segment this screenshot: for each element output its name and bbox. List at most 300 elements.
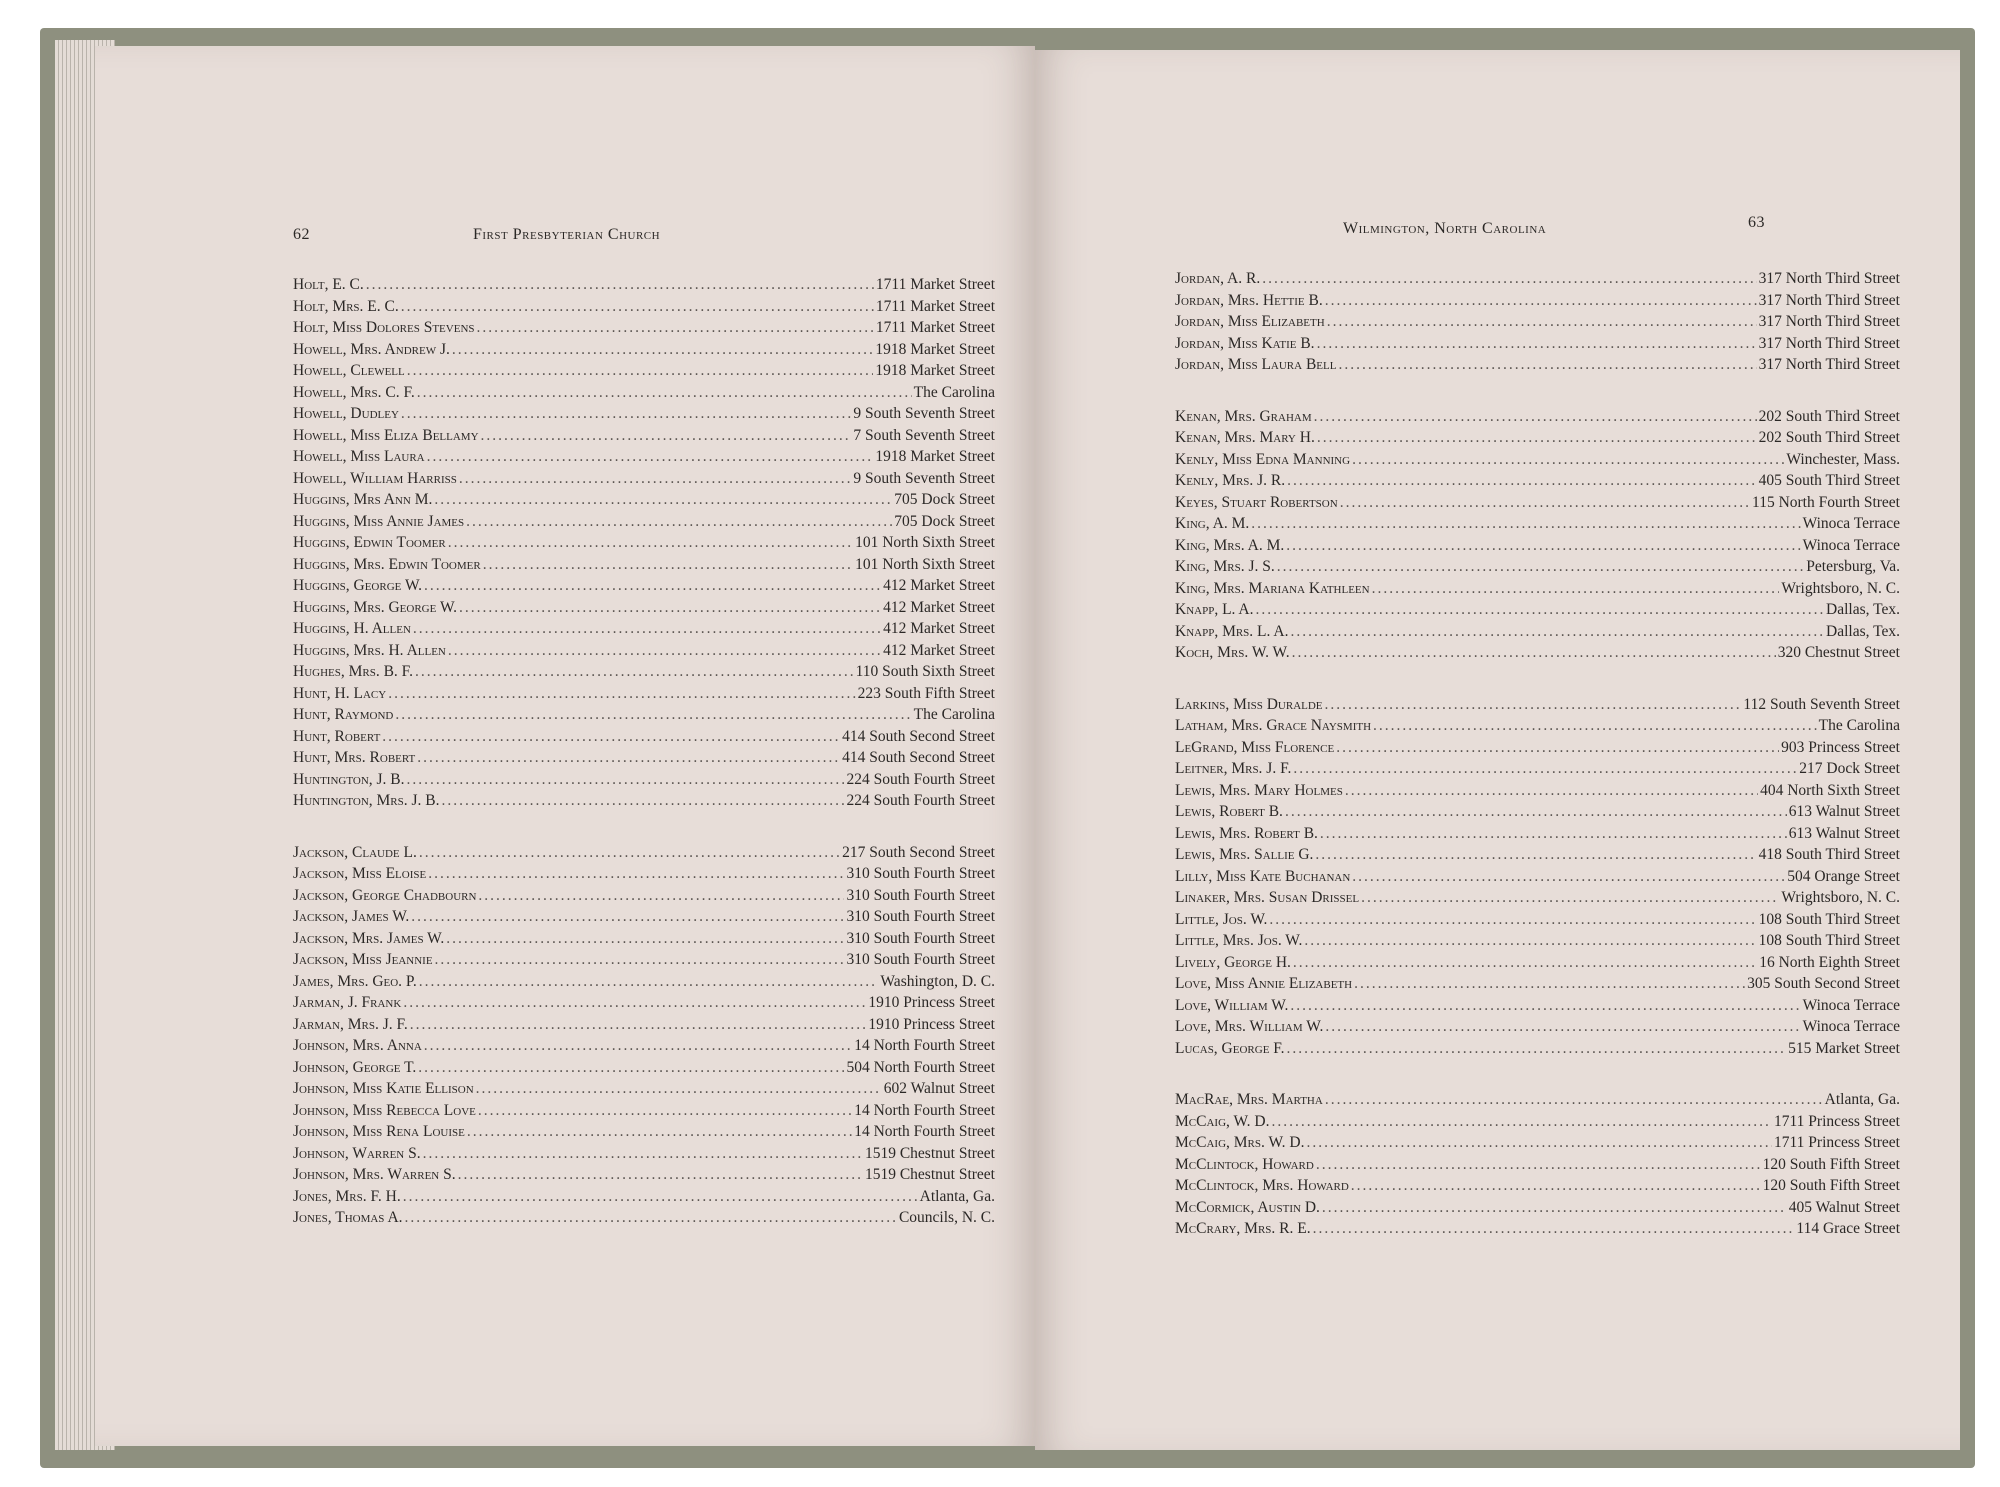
member-name: Howell, Dudley	[293, 405, 399, 422]
member-address: 310 South Fourth Street	[846, 886, 995, 904]
dot-leader	[1322, 1197, 1787, 1219]
member-address: 613 Walnut Street	[1788, 824, 1900, 842]
member-address: 223 South Fifth Street	[857, 684, 995, 702]
directory-entry	[293, 597, 995, 619]
directory-entry	[293, 726, 995, 748]
directory-entry	[1175, 995, 1900, 1017]
directory-entry	[293, 906, 995, 928]
dot-leader	[478, 1100, 852, 1122]
directory-entry	[293, 1035, 995, 1057]
group-gap	[1175, 664, 1900, 694]
directory-entry	[293, 382, 995, 404]
member-name: Knapp, Mrs. L. A.	[1175, 622, 1289, 640]
directory-entry	[1175, 642, 1900, 664]
member-address: 705 Dock Street	[894, 512, 995, 530]
directory-entry	[293, 511, 995, 533]
directory-entry	[293, 992, 995, 1014]
member-address: 317 North Third Street	[1758, 313, 1900, 330]
member-address: Dallas, Tex.	[1826, 601, 1900, 618]
member-address: 1918 Market Street	[875, 340, 995, 358]
directory-entry	[293, 704, 995, 726]
directory-entry	[1175, 492, 1900, 514]
dot-leader	[459, 468, 851, 490]
dot-leader	[1317, 333, 1757, 355]
member-name: Huggins, Edwin Toomer	[293, 534, 446, 551]
dot-leader	[1293, 758, 1797, 780]
member-name: Huggins, Mrs. George W.	[293, 598, 458, 616]
member-name: King, Mrs. J. S.	[1175, 558, 1275, 575]
member-name: Jackson, Miss Jeannie	[293, 951, 433, 968]
directory-entry	[293, 640, 995, 662]
directory-entry	[293, 1164, 995, 1186]
dot-leader	[1320, 823, 1787, 845]
member-address: 1519 Chestnut Street	[864, 1144, 995, 1162]
directory-entry	[293, 532, 995, 554]
directory-entry	[293, 1078, 995, 1100]
member-address: 108 South Third Street	[1758, 932, 1900, 949]
member-name: Kenly, Mrs. J. R.	[1175, 472, 1286, 489]
member-name: Hunt, Raymond	[293, 706, 394, 723]
dot-leader	[423, 1143, 863, 1165]
member-address: 705 Dock Street	[894, 491, 995, 508]
member-address: Atlanta, Ga.	[1824, 1091, 1900, 1108]
member-address: 7 South Seventh Street	[853, 426, 995, 444]
member-name: Kenly, Miss Edna Manning	[1175, 450, 1351, 468]
directory-entry	[1175, 535, 1900, 557]
directory-entry	[1175, 621, 1900, 643]
dot-leader	[1285, 801, 1787, 823]
member-name: Jarman, Mrs. J. F.	[293, 1015, 408, 1033]
dot-leader	[1269, 909, 1756, 931]
member-name: Holt, Mrs. E. C.	[293, 297, 399, 315]
member-name: Koch, Mrs. W. W.	[1175, 644, 1290, 661]
member-address: Winoca Terrace	[1802, 1018, 1900, 1035]
directory-entry	[293, 1014, 995, 1036]
member-name: Larkins, Miss Duralde	[1175, 695, 1323, 713]
directory-entry	[293, 403, 995, 425]
member-name: Johnson, Mrs. Anna	[293, 1037, 422, 1054]
directory-entry	[293, 1121, 995, 1143]
member-name: Howell, William Harriss	[293, 469, 457, 487]
member-address: 414 South Second Street	[842, 727, 995, 745]
member-address: Councils, N. C.	[898, 1209, 995, 1226]
directory-entry	[1175, 1016, 1900, 1038]
directory-entry	[1175, 556, 1900, 578]
member-address: 16 North Eighth Street	[1759, 953, 1900, 971]
directory-entry	[293, 575, 995, 597]
directory-entry	[1175, 1218, 1900, 1240]
member-name: Little, Jos. W.	[1175, 910, 1268, 928]
dot-leader	[477, 317, 874, 339]
member-address: 1711 Princess Street	[1774, 1134, 1900, 1151]
dot-leader	[1345, 780, 1758, 802]
dot-leader	[410, 1014, 867, 1036]
dot-leader	[407, 769, 845, 791]
dot-leader	[1277, 556, 1805, 578]
member-name: Love, Mrs. William W.	[1175, 1018, 1324, 1035]
directory-entry	[293, 1186, 995, 1208]
member-address: 317 North Third Street	[1758, 270, 1900, 287]
member-address: 1711 Market Street	[875, 276, 995, 293]
dot-leader	[1340, 492, 1750, 514]
member-address: 1711 Princess Street	[1774, 1112, 1900, 1130]
directory-entry	[1175, 1175, 1900, 1197]
dot-leader	[407, 360, 874, 382]
dot-leader	[1313, 1218, 1795, 1240]
member-name: Huggins, Miss Annie James	[293, 512, 465, 530]
dot-leader	[1325, 694, 1742, 716]
directory-entry	[1175, 354, 1900, 376]
member-name: King, A. M.	[1175, 515, 1250, 532]
member-name: Hughes, Mrs. B. F.	[293, 663, 413, 680]
member-name: Hunt, H. Lacy	[293, 684, 387, 702]
member-name: Jackson, George Chadbourn	[293, 886, 477, 904]
member-address: 14 North Fourth Street	[854, 1101, 995, 1119]
directory-entry	[1175, 887, 1900, 909]
member-name: Jackson, Miss Eloise	[293, 865, 427, 882]
dot-leader	[418, 1057, 844, 1079]
dot-leader	[424, 1035, 852, 1057]
directory-entry	[293, 317, 995, 339]
member-name: LeGrand, Miss Florence	[1175, 738, 1335, 756]
member-address: 110 South Sixth Street	[855, 663, 995, 680]
member-address: 120 South Fifth Street	[1762, 1177, 1900, 1194]
running-head-left: First Presbyterian Church	[473, 226, 661, 243]
member-name: Love, William W.	[1175, 996, 1289, 1014]
directory-entry	[1175, 1038, 1900, 1060]
directory-entry	[1175, 715, 1900, 737]
directory-entry	[1175, 801, 1900, 823]
dot-leader	[1317, 427, 1757, 449]
member-name: McClintock, Howard	[1175, 1155, 1314, 1173]
member-name: Johnson, Warren S.	[293, 1144, 421, 1162]
member-address: 9 South Seventh Street	[853, 469, 995, 487]
directory-entry	[1175, 909, 1900, 931]
dot-leader	[459, 597, 881, 619]
dot-leader	[466, 511, 892, 533]
member-name: Huggins, George W.	[293, 577, 423, 594]
member-address: The Carolina	[913, 706, 995, 723]
directory-entry	[1175, 866, 1900, 888]
member-address: 1910 Princess Street	[868, 994, 995, 1011]
dot-leader	[458, 1164, 863, 1186]
member-address: Wrightsboro, N. C.	[1781, 889, 1900, 906]
directory-entry	[293, 790, 995, 812]
dot-leader	[1304, 930, 1756, 952]
member-name: Huntington, Mrs. J. B.	[293, 792, 440, 809]
page-number-left: 62	[293, 226, 310, 243]
directory-entry	[1175, 406, 1900, 428]
directory-entry	[293, 296, 995, 318]
member-address: 602 Walnut Street	[883, 1080, 995, 1097]
member-name: Jordan, Miss Katie B.	[1175, 334, 1315, 352]
directory-entry	[1175, 844, 1900, 866]
dot-leader	[415, 661, 854, 683]
directory-entry	[1175, 268, 1900, 290]
dot-leader	[419, 842, 840, 864]
directory-entry	[293, 1207, 995, 1229]
member-name: Jackson, Mrs. James W.	[293, 929, 445, 947]
member-name: King, Mrs. A. M.	[1175, 536, 1285, 554]
member-address: Dallas, Tex.	[1826, 622, 1900, 640]
dot-leader	[1316, 1154, 1761, 1176]
dot-leader	[1251, 513, 1800, 535]
dot-leader	[405, 1207, 897, 1229]
member-name: Jordan, Mrs. Hettie B.	[1175, 291, 1323, 309]
member-address: 317 North Third Street	[1758, 334, 1900, 352]
dot-leader	[452, 339, 873, 361]
member-name: McCrary, Mrs. R. E.	[1175, 1220, 1311, 1237]
member-name: Jones, Thomas A.	[293, 1209, 403, 1226]
group-gap	[1175, 376, 1900, 406]
directory-entry	[293, 661, 995, 683]
dot-leader	[1291, 621, 1825, 643]
dot-leader	[1307, 1132, 1773, 1154]
dot-leader	[1262, 268, 1756, 290]
member-name: Lewis, Robert B.	[1175, 803, 1283, 820]
member-name: Jarman, J. Frank	[293, 994, 402, 1011]
member-name: Jackson, James W.	[293, 908, 410, 925]
dot-leader	[1352, 449, 1784, 471]
dot-leader	[427, 446, 874, 468]
dot-leader	[388, 683, 855, 705]
member-address: 217 Dock Street	[1799, 760, 1900, 777]
directory-entry	[293, 489, 995, 511]
directory-entry	[293, 339, 995, 361]
member-name: Hunt, Robert	[293, 727, 381, 745]
member-address: 414 South Second Street	[842, 749, 995, 766]
member-name: Johnson, Miss Katie Ellison	[293, 1080, 474, 1097]
directory-entry	[293, 554, 995, 576]
dot-leader	[395, 704, 911, 726]
directory-entry	[293, 468, 995, 490]
directory-entry	[1175, 758, 1900, 780]
directory-entry	[293, 769, 995, 791]
member-address: 515 Market Street	[1788, 1039, 1900, 1057]
member-address: Atlanta, Ga.	[919, 1187, 995, 1205]
dot-leader	[1338, 354, 1756, 376]
right-directory-list	[1175, 268, 1900, 1240]
member-address: 224 South Fourth Street	[846, 792, 995, 809]
member-address: 405 Walnut Street	[1788, 1198, 1900, 1216]
dot-leader	[1272, 1111, 1772, 1133]
member-name: Howell, Clewell	[293, 362, 405, 379]
directory-entry	[1175, 311, 1900, 333]
dot-leader	[1287, 1038, 1787, 1060]
member-address: 317 North Third Street	[1758, 291, 1900, 309]
dot-leader	[411, 906, 844, 928]
member-address: 412 Market Street	[883, 620, 995, 637]
member-address: 903 Princess Street	[1781, 738, 1900, 756]
member-address: 101 North Sixth Street	[855, 555, 995, 573]
member-name: Linaker, Mrs. Susan Drissel	[1175, 889, 1360, 906]
member-name: McCormick, Austin D.	[1175, 1198, 1320, 1216]
dot-leader	[1292, 642, 1776, 664]
member-address: 120 South Fifth Street	[1762, 1155, 1900, 1173]
member-address: 412 Market Street	[883, 577, 995, 594]
dot-leader	[403, 1186, 918, 1208]
member-address: 1711 Market Street	[875, 319, 995, 336]
dot-leader	[1325, 1089, 1823, 1111]
member-name: Latham, Mrs. Grace Naysmith	[1175, 717, 1372, 734]
dot-leader	[401, 296, 874, 318]
dot-leader	[413, 618, 881, 640]
member-name: Holt, Miss Dolores Stevens	[293, 319, 475, 336]
dot-leader	[366, 274, 874, 296]
member-name: Lewis, Mrs. Mary Holmes	[1175, 781, 1343, 799]
member-address: 1910 Princess Street	[868, 1015, 995, 1033]
member-name: Hunt, Mrs. Robert	[293, 749, 416, 766]
dot-leader	[1325, 290, 1757, 312]
directory-entry	[1175, 333, 1900, 355]
member-address: 9 South Seventh Street	[853, 405, 995, 422]
dot-leader	[1361, 887, 1779, 909]
dot-leader	[448, 640, 881, 662]
member-name: Jordan, Miss Elizabeth	[1175, 313, 1325, 330]
member-name: King, Mrs. Mariana Kathleen	[1175, 579, 1370, 597]
member-name: McCaig, Mrs. W. D.	[1175, 1134, 1305, 1151]
directory-entry	[293, 949, 995, 971]
member-name: Huggins, Mrs. H. Allen	[293, 641, 446, 659]
member-name: McCaig, W. D.	[1175, 1112, 1270, 1130]
member-name: Lewis, Mrs. Sallie G.	[1175, 846, 1314, 863]
directory-entry	[1175, 513, 1900, 535]
dot-leader	[428, 863, 844, 885]
member-name: Howell, Mrs. C. F.	[293, 383, 415, 401]
directory-entry	[293, 863, 995, 885]
member-name: Leitner, Mrs. J. F.	[1175, 760, 1292, 777]
directory-entry	[293, 683, 995, 705]
dot-leader	[1354, 973, 1745, 995]
member-address: 112 South Seventh Street	[1743, 695, 1900, 713]
member-address: 418 South Third Street	[1758, 846, 1900, 863]
member-address: 1918 Market Street	[875, 362, 995, 379]
member-name: Huntington, J. B.	[293, 770, 405, 788]
member-address: Washington, D. C.	[880, 972, 995, 990]
member-name: MacRae, Mrs. Martha	[1175, 1091, 1323, 1108]
member-address: 317 North Third Street	[1758, 356, 1900, 373]
member-address: 412 Market Street	[883, 598, 995, 616]
directory-entry	[293, 885, 995, 907]
member-address: 320 Chestnut Street	[1777, 644, 1900, 661]
dot-leader	[1327, 311, 1757, 333]
directory-entry	[293, 618, 995, 640]
directory-entry	[1175, 1154, 1900, 1176]
directory-entry	[1175, 694, 1900, 716]
dot-leader	[448, 532, 853, 554]
member-address: 202 South Third Street	[1758, 407, 1900, 425]
directory-entry	[1175, 470, 1900, 492]
directory-entry	[293, 446, 995, 468]
directory-entry	[1175, 780, 1900, 802]
dot-leader	[1352, 866, 1785, 888]
directory-entry	[1175, 290, 1900, 312]
directory-entry	[1175, 1132, 1900, 1154]
directory-entry	[293, 842, 995, 864]
left-directory-list	[293, 274, 995, 1229]
member-name: Huggins, Mrs Ann M.	[293, 491, 433, 508]
dot-leader	[1325, 1016, 1800, 1038]
member-address: 310 South Fourth Street	[846, 951, 995, 968]
member-address: 405 South Third Street	[1758, 472, 1900, 489]
directory-entry	[1175, 823, 1900, 845]
member-name: Huggins, H. Allen	[293, 620, 411, 637]
dot-leader	[417, 382, 912, 404]
dot-leader	[467, 1121, 852, 1143]
member-address: 1711 Market Street	[875, 297, 995, 315]
dot-leader	[1293, 952, 1757, 974]
member-address: Wrightsboro, N. C.	[1781, 579, 1900, 597]
member-address: 1519 Chestnut Street	[864, 1166, 995, 1183]
member-name: Lewis, Mrs. Robert B.	[1175, 824, 1318, 842]
member-name: Jackson, Claude L.	[293, 843, 417, 861]
member-address: 613 Walnut Street	[1788, 803, 1900, 820]
member-address: The Carolina	[913, 383, 995, 401]
dot-leader	[403, 992, 866, 1014]
directory-entry	[1175, 1089, 1900, 1111]
member-address: 310 South Fourth Street	[846, 929, 995, 947]
member-name: Lilly, Miss Kate Buchanan	[1175, 867, 1351, 885]
right-page	[1035, 50, 1960, 1450]
member-address: Winoca Terrace	[1802, 996, 1900, 1014]
dot-leader	[476, 1078, 882, 1100]
directory-entry	[293, 747, 995, 769]
running-head-right: Wilmington, North Carolina	[1343, 220, 1547, 237]
member-name: James, Mrs. Geo. P.	[293, 972, 417, 990]
member-address: 14 North Fourth Street	[854, 1037, 995, 1054]
directory-entry	[1175, 449, 1900, 471]
member-name: Holt, E. C.	[293, 276, 364, 293]
member-address: 108 South Third Street	[1758, 910, 1900, 928]
member-address: 224 South Fourth Street	[846, 770, 995, 788]
member-name: Jones, Mrs. F. H.	[293, 1187, 401, 1205]
member-address: 114 Grace Street	[1796, 1220, 1900, 1237]
member-name: Kenan, Mrs. Graham	[1175, 407, 1312, 425]
member-name: Lucas, George F.	[1175, 1039, 1285, 1057]
dot-leader	[401, 403, 851, 425]
directory-entry	[293, 1143, 995, 1165]
member-address: 412 Market Street	[883, 641, 995, 659]
page-number-right: 63	[1748, 214, 1765, 231]
member-name: Johnson, Miss Rebecca Love	[293, 1101, 476, 1119]
member-name: McClintock, Mrs. Howard	[1175, 1177, 1349, 1194]
directory-entry	[1175, 952, 1900, 974]
member-address: The Carolina	[1818, 717, 1900, 734]
dot-leader	[481, 425, 852, 447]
member-address: 1918 Market Street	[875, 448, 995, 465]
member-address: 101 North Sixth Street	[855, 534, 995, 551]
dot-leader	[478, 885, 844, 907]
member-address: 217 South Second Street	[842, 843, 995, 861]
member-name: Johnson, Miss Rena Louise	[293, 1123, 465, 1140]
directory-entry	[1175, 578, 1900, 600]
member-name: Howell, Mrs. Andrew J.	[293, 340, 450, 358]
dot-leader	[435, 949, 845, 971]
dot-leader	[424, 575, 881, 597]
member-address: 202 South Third Street	[1758, 429, 1900, 446]
member-address: Petersburg, Va.	[1806, 558, 1900, 575]
dot-leader	[434, 489, 892, 511]
dot-leader	[442, 790, 845, 812]
directory-entry	[293, 971, 995, 993]
directory-entry	[293, 1057, 995, 1079]
dot-leader	[1336, 737, 1779, 759]
dot-leader	[419, 971, 879, 993]
directory-entry	[1175, 1111, 1900, 1133]
member-name: Howell, Miss Eliza Bellamy	[293, 426, 479, 444]
member-name: Kenan, Mrs. Mary H.	[1175, 429, 1315, 446]
directory-entry	[293, 274, 995, 296]
